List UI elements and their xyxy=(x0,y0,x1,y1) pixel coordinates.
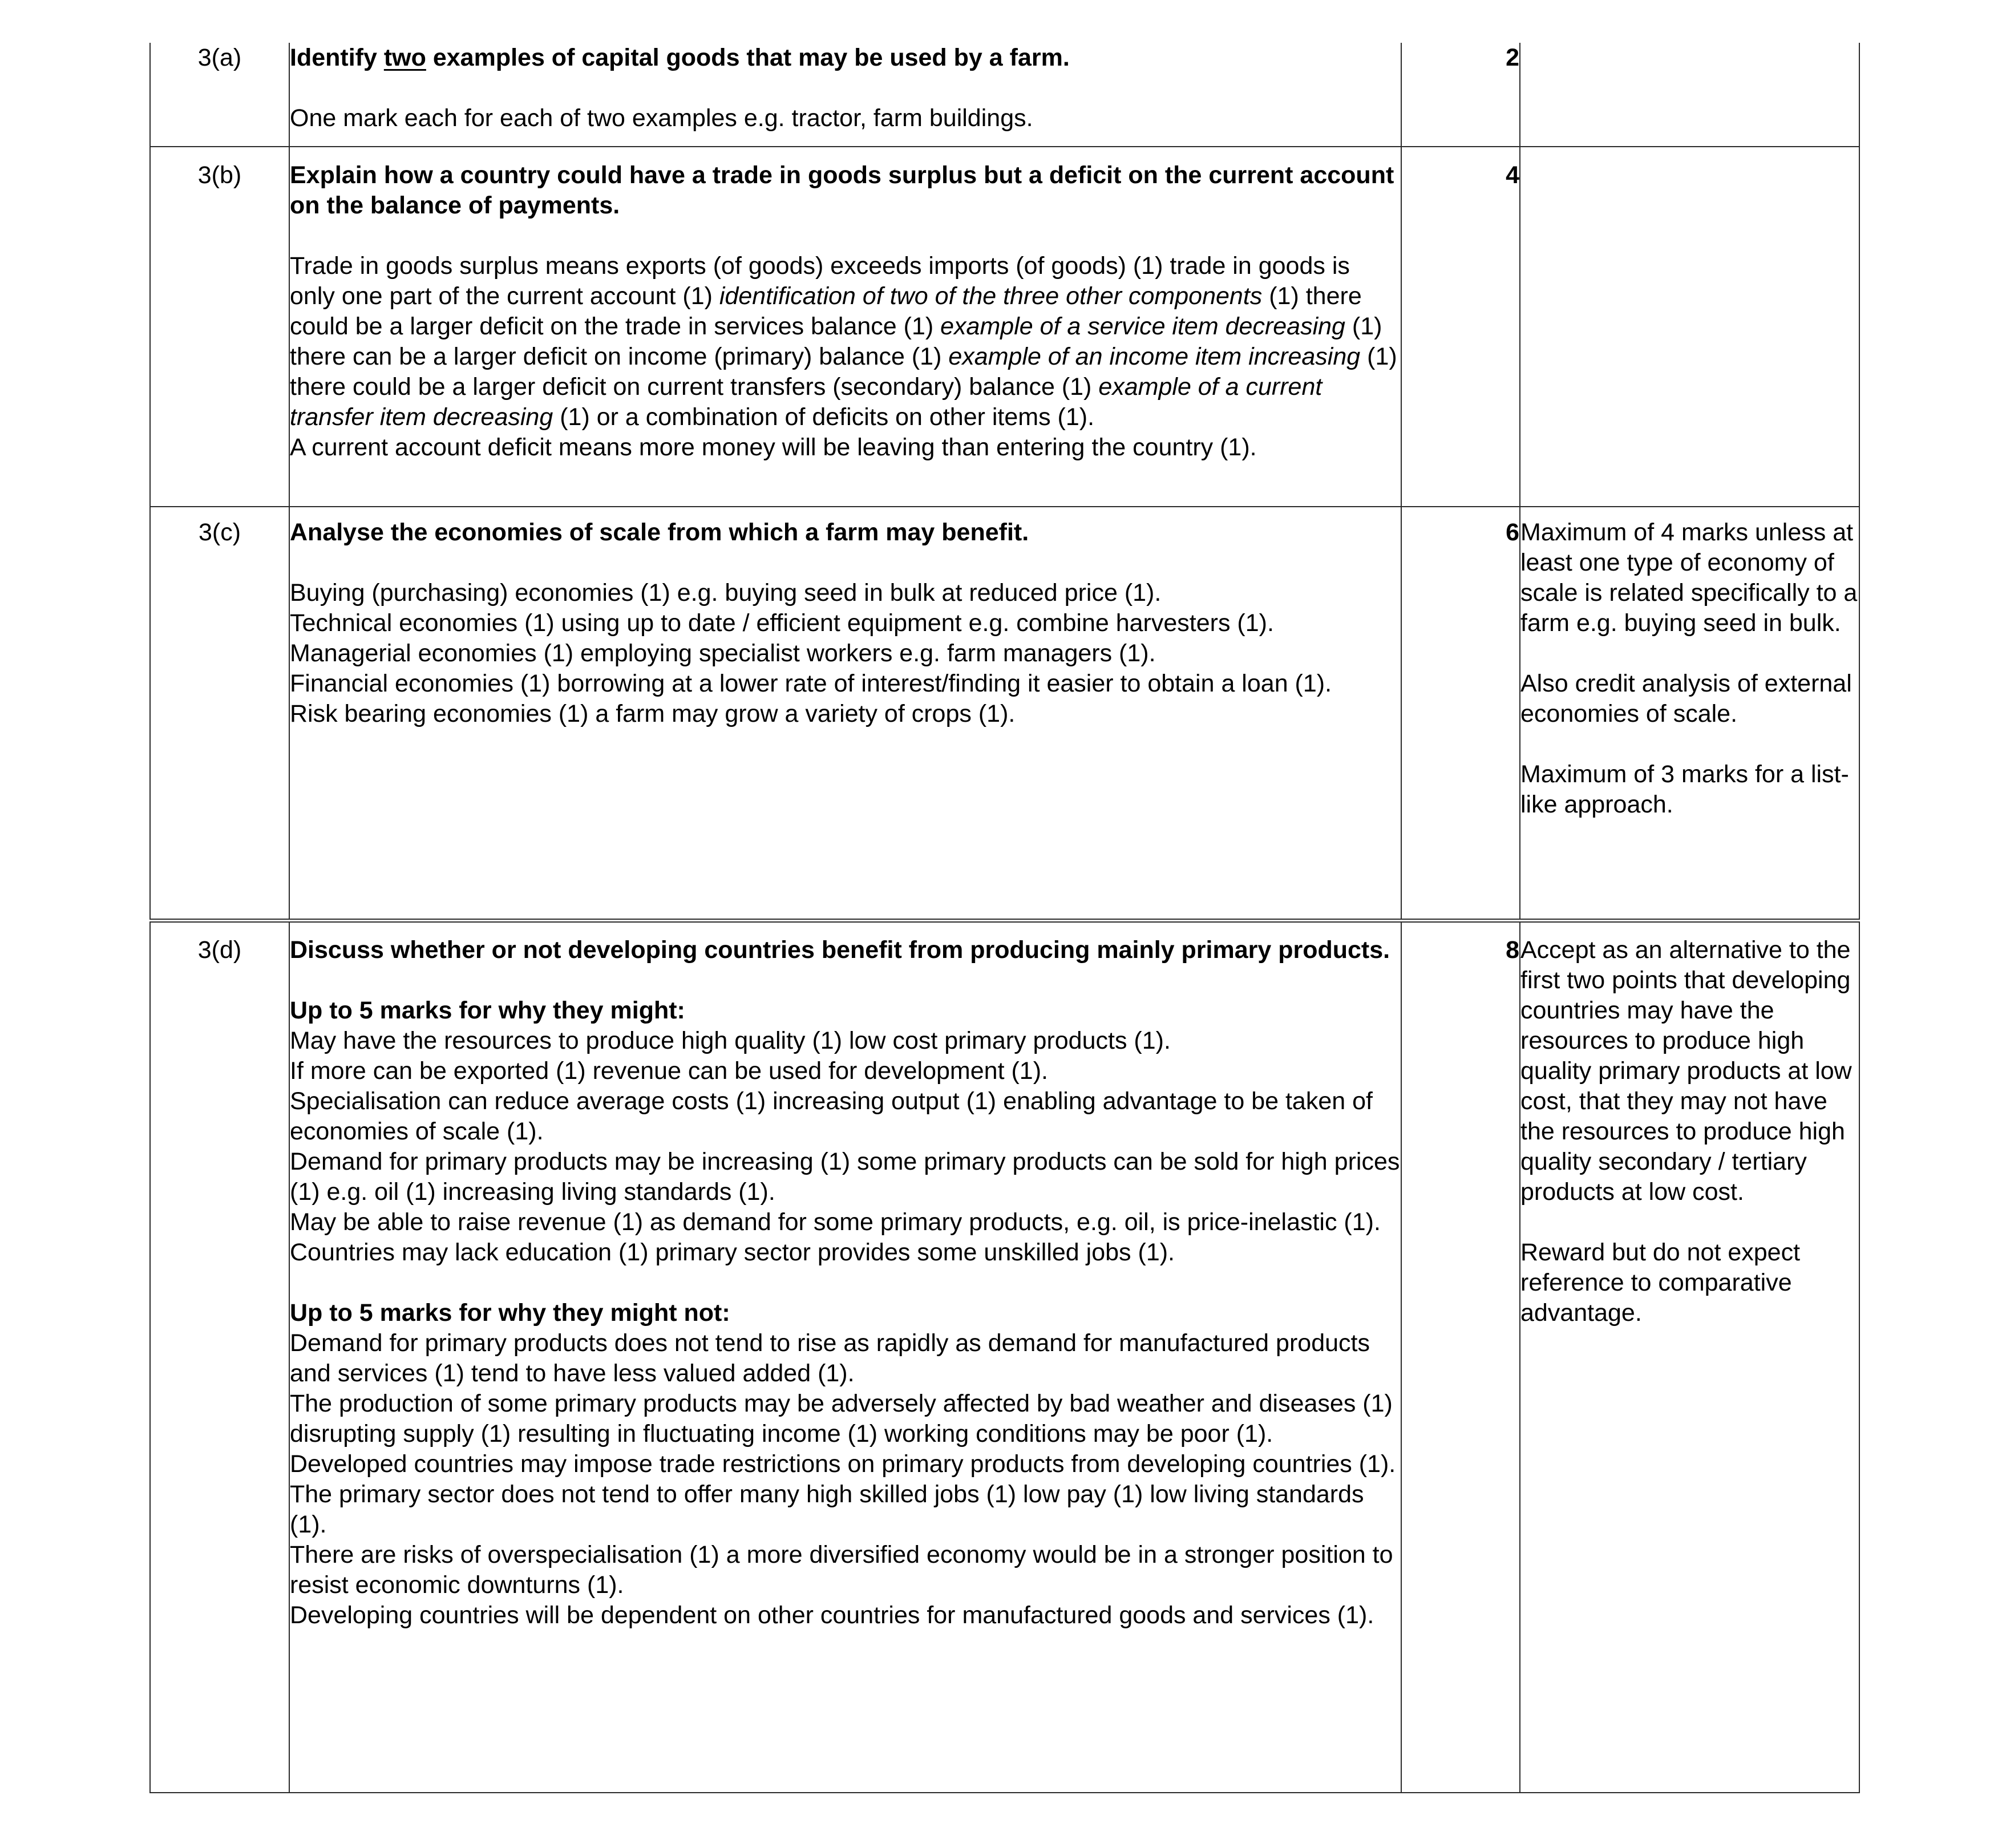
question-number: 3(c) xyxy=(150,507,289,920)
guidance-note: Also credit analysis of external economies of scale. xyxy=(1520,670,1852,727)
table-row xyxy=(150,147,1859,507)
marks: 6 xyxy=(1401,507,1520,920)
question-text: Analyse the economies of scale from which a farm may benefit. xyxy=(290,519,1029,546)
question-text: Discuss whether or not developing countries benefit from producing mainly primary products. xyxy=(290,936,1390,964)
marks: 2 xyxy=(1401,43,1520,147)
answer-line: The production of some primary products may be adversely affected by bad weather and diseases (1) disrupting supply (1) resulting in fluctuating income (1) working conditions may be poor (1). xyxy=(290,1389,1393,1447)
table-row xyxy=(150,43,1859,147)
answer-line: May be able to raise revenue (1) as demand for some primary products, e.g. oil, is price-inelastic (1). xyxy=(290,1208,1381,1236)
answer-line: Specialisation can reduce average costs (1) increasing output (1) enabling advantage to be taken of economies of scale (1). xyxy=(290,1087,1373,1145)
answer-line: Technical economies (1) using up to date / efficient equipment e.g. combine harvesters (1). xyxy=(290,609,1274,637)
answer-cell xyxy=(289,920,1401,1793)
question-number: 3(d) xyxy=(150,920,289,1793)
guidance-note: Maximum of 4 marks unless at least one type of economy of scale is related specifically to a farm e.g. buying seed in bulk. xyxy=(1520,519,1858,637)
answer-line: A current account deficit means more money will be leaving than entering the country (1). xyxy=(290,434,1257,461)
subheading: Up to 5 marks for why they might: xyxy=(290,996,685,1024)
guidance-cell xyxy=(1520,920,1859,1793)
answer-cell xyxy=(289,507,1401,920)
question-text: Explain how a country could have a trade in goods surplus but a deficit on the current account on the balance of payments. xyxy=(290,161,1394,219)
answer-line: Demand for primary products may be increasing (1) some primary products can be sold for high prices (1) e.g. oil (1) increasing living standards (1). xyxy=(290,1147,1400,1206)
answer-line: May have the resources to produce high quality (1) low cost primary products (1). xyxy=(290,1026,1171,1054)
guidance-cell xyxy=(1520,43,1859,147)
guidance-cell xyxy=(1520,147,1859,507)
answer-line: One mark each for each of two examples e.g. tractor, farm buildings. xyxy=(290,104,1033,132)
answer-line: There are risks of overspecialisation (1) a more diversified economy would be in a stronger position to resist economic downturns (1). xyxy=(290,1540,1393,1599)
answer-cell xyxy=(289,43,1401,147)
answer-line: Countries may lack education (1) primary sector provides some unskilled jobs (1). xyxy=(290,1238,1175,1266)
answer-line: Buying (purchasing) economies (1) e.g. buying seed in bulk at reduced price (1). xyxy=(290,579,1162,606)
question-number: 3(a) xyxy=(150,43,289,147)
answer-line: The primary sector does not tend to offer many high skilled jobs (1) low pay (1) low living standards (1). xyxy=(290,1480,1364,1538)
underlined-word: two xyxy=(383,44,426,71)
guidance-note: Accept as an alternative to the first two points that developing countries may have the resources to produce high quality primary products at low cost, that they may not have the resources to produce high quality secondary / tertiary products at low cost. xyxy=(1520,936,1852,1206)
answer-line: If more can be exported (1) revenue can be used for development (1). xyxy=(290,1057,1048,1085)
table-row xyxy=(150,507,1859,920)
answer-line: Financial economies (1) borrowing at a lower rate of interest/finding it easier to obtain a loan (1). xyxy=(290,670,1332,697)
guidance-note: Maximum of 3 marks for a list-like approach. xyxy=(1520,761,1849,818)
question-number: 3(b) xyxy=(150,147,289,507)
answer-line: Managerial economies (1) employing specialist workers e.g. farm managers (1). xyxy=(290,640,1156,667)
answer-line: Developed countries may impose trade restrictions on primary products from developing countries (1). xyxy=(290,1450,1396,1478)
subheading: Up to 5 marks for why they might not: xyxy=(290,1299,730,1327)
answer-line: Demand for primary products does not tend to rise as rapidly as demand for manufactured products and services (1) tend to have less valued added (1). xyxy=(290,1329,1370,1387)
answer-cell xyxy=(289,147,1401,507)
guidance-note: Reward but do not expect reference to comparative advantage. xyxy=(1520,1238,1801,1327)
marks: 8 xyxy=(1401,920,1520,1793)
mark-scheme-table xyxy=(149,43,1860,1793)
answer-line: Risk bearing economies (1) a farm may grow a variety of crops (1). xyxy=(290,700,1016,727)
table-row xyxy=(150,920,1859,1793)
answer-line: Developing countries will be dependent on other countries for manufactured goods and services (1). xyxy=(290,1601,1374,1629)
answer-paragraph: Trade in goods surplus means exports (of goods) exceeds imports (of goods) (1) trade in goods is only one part of the current account (1) identification of two of the three other components (1) there could be a larger deficit on the trade in services balance (1) example of a service item decreasing (1) there can be a larger deficit on income (primary) balance (1) example of an income item increasing (1) there could be a larger deficit on current transfers (secondary) balance (1) example of a current transfer item decreasing (1) or a combination of deficits on other items (1). xyxy=(290,252,1397,431)
marks: 4 xyxy=(1401,147,1520,507)
question-text: Identify two examples of capital goods that may be used by a farm. xyxy=(290,44,1070,71)
guidance-cell xyxy=(1520,507,1859,920)
